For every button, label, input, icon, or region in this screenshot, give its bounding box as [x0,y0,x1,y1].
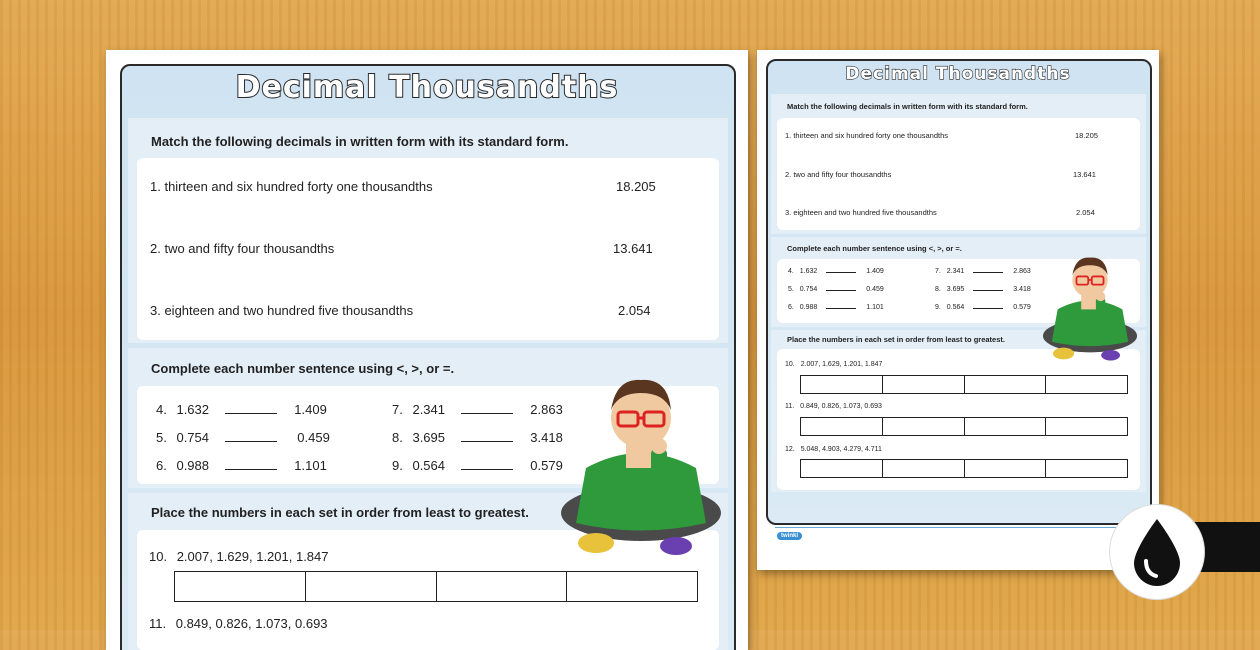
answer-blank[interactable] [225,441,277,442]
item-number: 10. [149,549,168,564]
value-b: 0.579 [530,458,563,473]
compare-item [392,430,563,445]
answer-blank[interactable] [826,290,856,291]
item-number: 9. [392,458,403,473]
item-number: 5. [788,286,794,293]
compare-item [392,402,563,417]
value-b: 1.101 [294,458,327,473]
compare-item [156,430,330,445]
order-item [785,361,882,368]
item-number: 10. [785,361,795,368]
value-a: 0.564 [946,304,965,311]
compare-item [935,286,1031,293]
value-a: 3.695 [412,430,446,445]
value-b: 1.409 [294,402,327,417]
footer-line [775,527,1140,528]
page-title: Decimal Thousandths [235,70,619,105]
value-a: 0.754 [176,430,210,445]
item-number: 4. [788,268,794,275]
value-a: 3.695 [946,286,965,293]
answer-blank[interactable] [973,290,1003,291]
value-a: 0.564 [412,458,446,473]
section-match-instruction: Match the following decimals in written form with its standard form. [151,134,569,149]
compare-item [156,402,327,417]
item-number: 8. [392,430,403,445]
number-set: 2.007, 1.629, 1.201, 1.847 [800,361,883,368]
value-a: 0.988 [176,458,210,473]
match-item-value: 2.054 [1076,208,1095,217]
match-item-value: 18.205 [1075,131,1098,140]
page-title: Decimal Thousandths [845,64,1071,84]
answer-blank[interactable] [461,413,513,414]
number-set: 0.849, 0.826, 1.073, 0.693 [175,616,328,631]
value-a: 0.754 [799,286,818,293]
answer-cells[interactable] [800,417,1128,436]
compare-item [788,268,884,275]
number-set: 0.849, 0.826, 1.073, 0.693 [800,403,882,410]
answer-blank[interactable] [225,413,277,414]
number-set: 2.007, 1.629, 1.201, 1.847 [176,549,329,564]
value-b: 2.863 [1013,268,1031,275]
order-item [785,446,882,453]
worksheet-small [757,50,1159,570]
item-number: 8. [935,286,941,293]
compare-item [935,304,1031,311]
match-item-text: 3. eighteen and two hundred five thousandths [150,303,414,318]
item-number: 6. [156,458,167,473]
item-number: 4. [156,402,167,417]
brand-logo: twinkl [777,532,802,540]
thinking-boy-illustration [556,348,726,568]
section-order-instruction: Place the numbers in each set in order from least to greatest. [787,335,1005,344]
value-a: 0.988 [799,304,818,311]
value-b: 2.863 [530,402,563,417]
item-number: 11. [149,616,167,631]
compare-item [935,268,1031,275]
value-a: 2.341 [412,402,446,417]
section-match-instruction: Match the following decimals in written form with its standard form. [787,102,1028,111]
answer-blank[interactable] [973,308,1003,309]
thinking-boy-illustration [1040,236,1140,371]
match-item-text: 1. thirteen and six hundred forty one thousandths [150,179,433,194]
value-b: 1.101 [866,304,884,311]
compare-item [788,286,884,293]
answer-blank[interactable] [225,469,277,470]
item-number: 5. [156,430,167,445]
section-compare-instruction: Complete each number sentence using <, >, or =. [151,361,455,376]
item-number: 6. [788,304,794,311]
item-number: 9. [935,304,941,311]
match-item-value: 13.641 [1073,170,1096,179]
value-a: 1.632 [176,402,210,417]
answer-blank[interactable] [973,272,1003,273]
item-number: 7. [935,268,941,275]
order-item [785,403,882,410]
order-item [149,616,328,631]
value-b: 0.579 [1013,304,1031,311]
match-item-text: 3. eighteen and two hundred five thousandths [785,208,937,217]
worksheet-large [106,50,748,650]
match-item-text: 2. two and fifty four thousandths [150,241,335,256]
compare-item [392,458,563,473]
answer-cells[interactable] [800,375,1128,394]
number-set: 5.048, 4.903, 4.279, 4.711 [800,446,882,453]
match-item-text: 1. thirteen and six hundred forty one thousandths [785,131,949,140]
item-number: 7. [392,402,403,417]
order-item [149,549,329,564]
match-item-value: 18.205 [616,179,656,194]
value-b: 0.459 [297,430,330,445]
value-b: 3.418 [530,430,563,445]
compare-item [156,458,327,473]
value-a: 1.632 [799,268,818,275]
section-compare-instruction: Complete each number sentence using <, >, or =. [787,244,962,253]
compare-item [788,304,884,311]
ink-saver-circle [1110,505,1204,599]
value-b: 1.409 [866,268,884,275]
item-number: 11. [785,403,795,410]
match-item-value: 2.054 [618,303,651,318]
answer-blank[interactable] [461,469,513,470]
ink-drop-icon [1110,505,1204,599]
answer-blank[interactable] [461,441,513,442]
value-a: 2.341 [946,268,965,275]
answer-cells[interactable] [174,571,698,602]
match-item-text: 2. two and fifty four thousandths [785,170,892,179]
answer-blank[interactable] [826,272,856,273]
value-b: 3.418 [1013,286,1031,293]
answer-cells[interactable] [800,459,1128,478]
match-item-value: 13.641 [613,241,653,256]
value-b: 0.459 [866,286,884,293]
item-number: 12. [785,446,795,453]
answer-blank[interactable] [826,308,856,309]
section-order-instruction: Place the numbers in each set in order from least to greatest. [151,505,529,520]
